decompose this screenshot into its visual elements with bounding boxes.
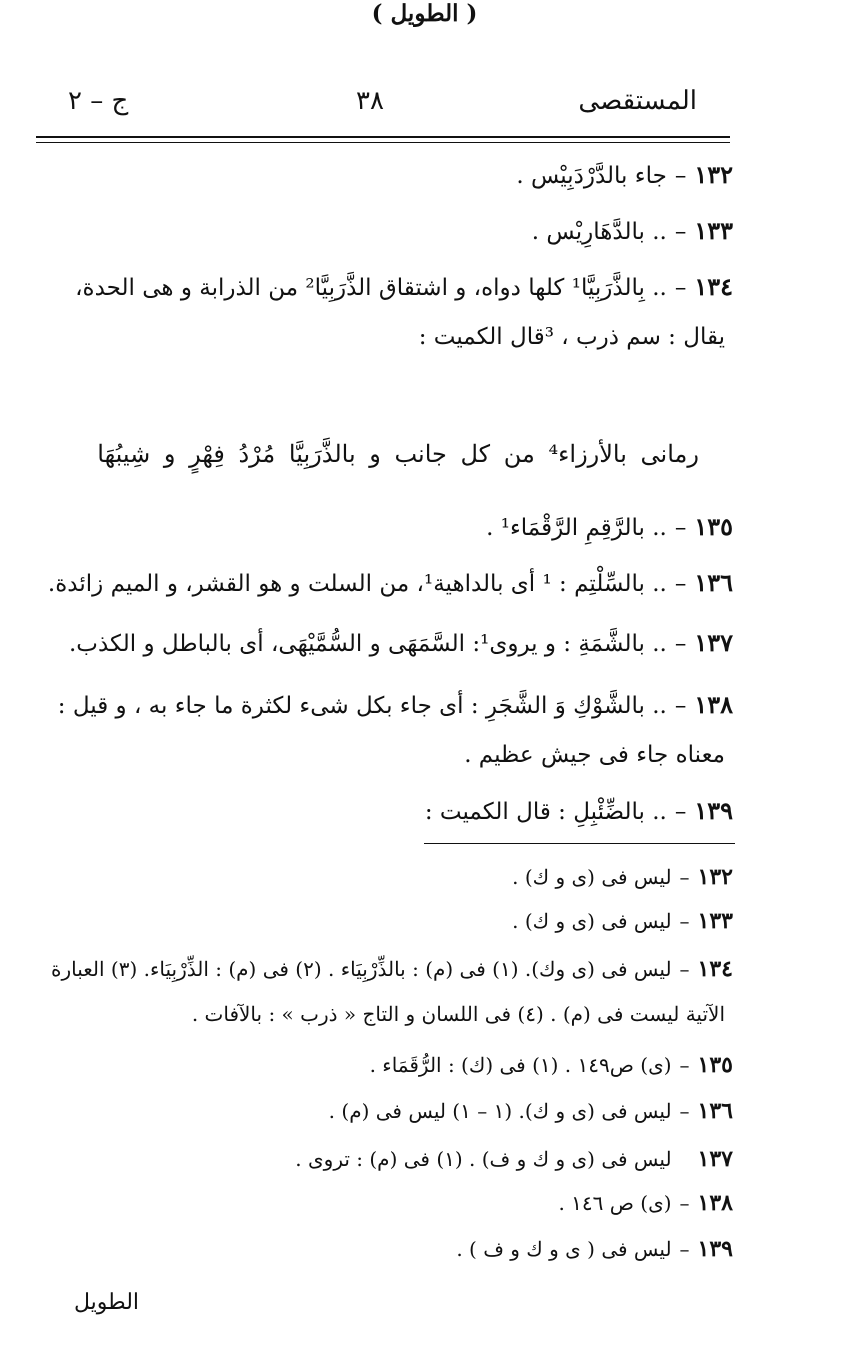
entry-prefix: .. xyxy=(652,693,667,719)
footnote-dash: – xyxy=(679,1237,690,1261)
entry-dash: – xyxy=(674,163,687,189)
proverb-entry xyxy=(516,160,733,189)
catchword: الطويل xyxy=(74,1290,140,1315)
entry-text: بالرَّقِمِ الرَّقْمَاء¹ . xyxy=(486,515,645,541)
verse-line: رمانى بالأرزاء⁴ من كل جانب و بالذَّرَبِيَّا مُرْدُ فِهْرٍ و شِيبُهَا xyxy=(97,440,699,468)
entry-text: بالدَّرْدَبِيْس . xyxy=(516,163,628,189)
entry-dash: – xyxy=(674,631,687,657)
entry-dash: – xyxy=(674,693,687,719)
proverb-entry xyxy=(486,512,733,541)
header-rule-thin xyxy=(36,142,730,143)
footnote-continuation: الآتية ليست فى (م) . (٤) فى اللسان و التاج « ذرب » : بالآفات . xyxy=(191,1002,725,1026)
entry-dash: – xyxy=(674,799,687,825)
header-rule xyxy=(36,136,730,138)
proverb-entry xyxy=(532,216,733,245)
footnote-dash: – xyxy=(679,1099,690,1123)
proverb-entry xyxy=(58,690,733,719)
footnote-text: (ى) ص ١٤٦ . xyxy=(558,1191,672,1215)
running-head-title: المستقصى xyxy=(578,86,697,116)
footnote-rule xyxy=(424,843,735,844)
entry-dash: – xyxy=(674,571,687,597)
footnote-entry xyxy=(512,864,733,890)
footnote-number: ١٣٥ xyxy=(697,1052,733,1078)
footnote-number: ١٣٨ xyxy=(697,1190,733,1216)
entry-number: ١٣٧ xyxy=(694,628,733,657)
entry-prefix: جاء xyxy=(634,163,667,189)
entry-dash: – xyxy=(674,219,687,245)
footnote-dash: – xyxy=(679,909,690,933)
entry-text: بالسِّلْتِم : ¹ أى بالداهية¹، من السلت و هو القشر، و الميم زائدة. xyxy=(47,571,645,597)
footnote-entry xyxy=(456,1236,733,1262)
entry-number: ١٣٢ xyxy=(694,160,733,189)
proverb-entry xyxy=(75,272,733,301)
footnote-number: ١٣٧ xyxy=(697,1146,733,1172)
footnote-text: ليس فى (ى و ك) . xyxy=(512,865,672,889)
footnote-entry xyxy=(370,1052,733,1078)
footnote-entry xyxy=(51,956,733,982)
proverb-entry xyxy=(69,628,733,657)
footnote-number: ١٣٢ xyxy=(697,864,733,890)
entry-text: بِالذَّرَبِيَّا¹ كلها دواه، و اشتقاق الذَّرَبِيَّا² من الذرابة و هى الحدة، xyxy=(75,275,645,301)
meter-label: ( الطويل ) xyxy=(371,0,478,27)
entry-dash: – xyxy=(674,515,687,541)
entry-prefix: .. xyxy=(652,515,667,541)
footnote-entry xyxy=(329,1098,733,1124)
entry-prefix: .. xyxy=(652,799,667,825)
footnote-number: ١٣٤ xyxy=(697,956,733,982)
entry-continuation: معناه جاء فى جيش عظيم . xyxy=(464,742,725,768)
entry-text: بالضِّئْبِلِ : قال الكميت : xyxy=(424,799,645,825)
footnote-dash: – xyxy=(679,865,690,889)
footnote-dash: – xyxy=(679,1191,690,1215)
entry-prefix: .. xyxy=(652,275,667,301)
footnote-number: ١٣٣ xyxy=(697,908,733,934)
proverb-entry xyxy=(425,796,733,825)
footnote-number: ١٣٩ xyxy=(697,1236,733,1262)
footnote-entry xyxy=(512,908,733,934)
entry-continuation: يقال : سم ذرب ، ³قال الكميت : xyxy=(418,324,725,350)
entry-number: ١٣٩ xyxy=(694,796,733,825)
entry-prefix: .. xyxy=(652,571,667,597)
page-number: ٣٨ xyxy=(356,86,384,116)
entry-dash: – xyxy=(674,275,687,301)
footnote-text: ليس فى (ى و ك و ف) . (١) فى (م) : تروى . xyxy=(295,1147,672,1171)
entry-number: ١٣٣ xyxy=(694,216,733,245)
footnote-dash: – xyxy=(679,1053,690,1077)
part-number: ج – ٢ xyxy=(68,86,129,116)
entry-text: بالشَّمَةِ : و يروى¹: السَّمَهَى و السُّمَّيْهَى، أى بالباطل و الكذب. xyxy=(69,631,645,657)
footnote-text: ليس فى ( ى و ك و ف ) . xyxy=(456,1237,672,1261)
entry-text: بالدَّهَارِيْس . xyxy=(531,219,645,245)
entry-number: ١٣٥ xyxy=(694,512,733,541)
footnote-text: ليس فى (ى و ك) . xyxy=(512,909,672,933)
entry-number: ١٣٦ xyxy=(694,568,733,597)
footnote-text: (ى) ص١٤٩ . (١) فى (ك) : الرُّقَمَاء . xyxy=(369,1053,672,1077)
entry-number: ١٣٨ xyxy=(694,690,733,719)
footnote-entry xyxy=(295,1146,733,1172)
footnote-dash: – xyxy=(679,957,690,981)
footnote-text: ليس فى (ى و ك). (١ – ١) ليس فى (م) . xyxy=(328,1099,672,1123)
entry-prefix: .. xyxy=(652,219,667,245)
footnote-number: ١٣٦ xyxy=(697,1098,733,1124)
entry-prefix: .. xyxy=(652,631,667,657)
footnote-entry xyxy=(558,1190,733,1216)
proverb-entry xyxy=(48,568,733,597)
footnote-text: ليس فى (ى وك). (١) فى (م) : بالذِّرْبِيَاء . (٢) فى (م) : الذِّرْبِيَاء. (٣) العبارة xyxy=(51,957,672,981)
entry-number: ١٣٤ xyxy=(694,272,733,301)
entry-text: بالشَّوْكِ وَ الشَّجَرِ : أى جاء بكل شىء لكثرة ما جاء به ، و قيل : xyxy=(57,693,645,719)
